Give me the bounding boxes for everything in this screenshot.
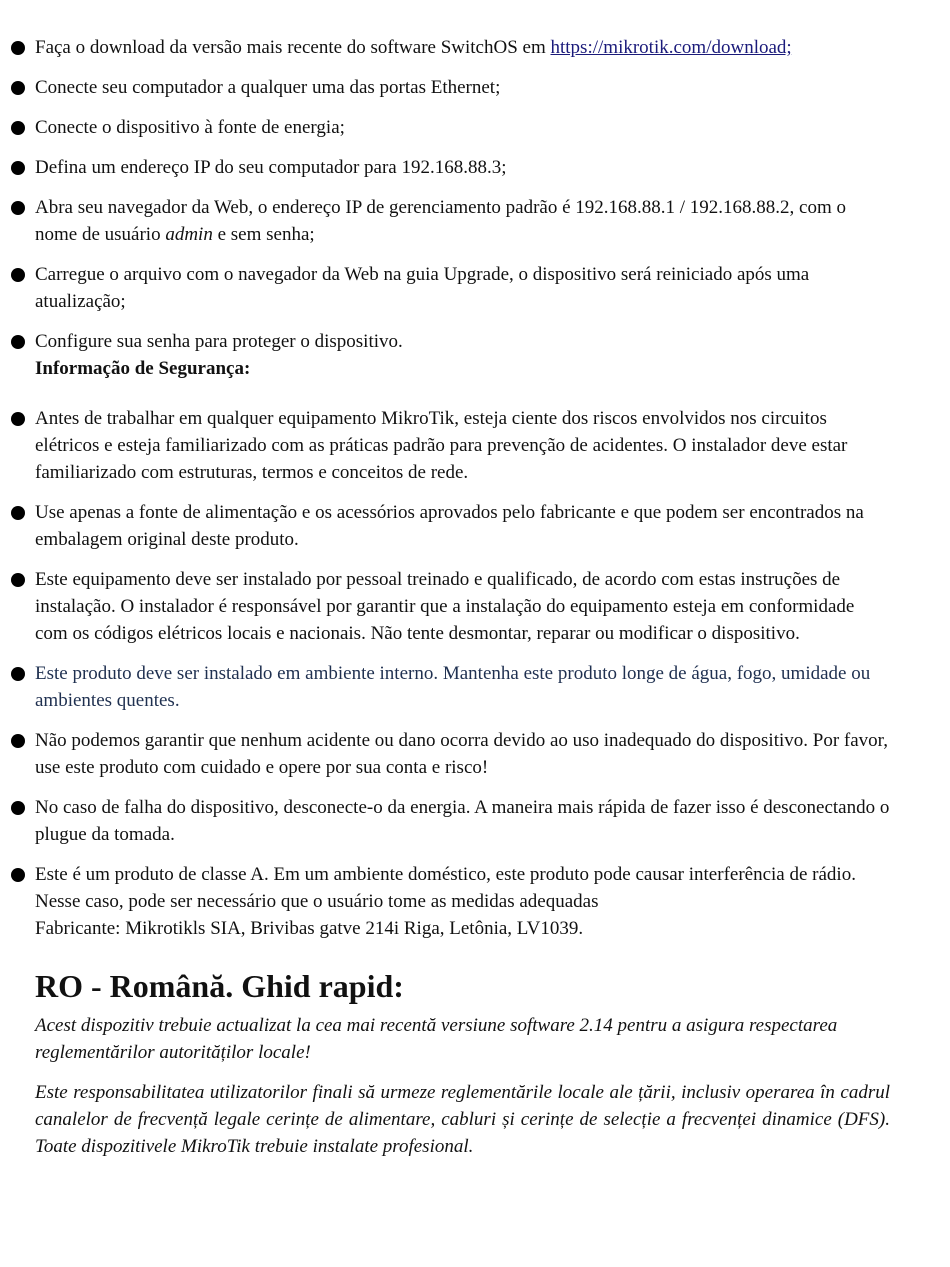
list-item — [35, 499, 890, 553]
step-text: Carregue o arquivo com o navegador da Web na guia Upgrade, o dispositivo será reiniciado após uma atualização; — [35, 264, 810, 312]
safety-text: Use apenas a fonte de alimentação e os acessórios aprovados pelo fabricante e que podem ser encontrados na embalagem original deste produto. — [35, 502, 864, 550]
list-item — [35, 566, 890, 647]
step-text: Conecte o dispositivo à fonte de energia; — [35, 117, 345, 138]
list-item — [35, 794, 890, 848]
safety-heading: Informação de Segurança: — [35, 358, 251, 379]
step-text: Configure sua senha para proteger o dispositivo. — [35, 331, 403, 352]
username-emphasis: admin — [165, 224, 213, 245]
list-item — [35, 261, 890, 315]
bullet-icon — [11, 268, 25, 282]
manufacturer-info: Fabricante: Mikrotikls SIA, Brivibas gatve 214i Riga, Letônia, LV1039. — [35, 918, 584, 939]
bullet-icon — [11, 868, 25, 882]
safety-text: Não podemos garantir que nenhum acidente ou dano ocorra devido ao uso inadequado do dispositivo. Por favor, use este produto com cuidado e opere por sua conta e risco! — [35, 730, 888, 778]
bullet-icon — [11, 121, 25, 135]
bullet-icon — [11, 506, 25, 520]
bullet-icon — [11, 734, 25, 748]
bullet-icon — [11, 335, 25, 349]
bullet-icon — [11, 201, 25, 215]
spacer — [35, 395, 890, 405]
bullet-icon — [11, 412, 25, 426]
list-item — [35, 114, 890, 141]
bullet-icon — [11, 81, 25, 95]
ro-paragraph-regulations: Este responsabilitatea utilizatorilor finali să urmeze reglementările locale ale țării, inclusiv operarea în cadrul canalelor de frecvență legale cerințe de alimentare, cabluri și cerințe de selecție a frecvenței dinamice (DFS). Toate dispozitivele MikroTik trebuie instalate profesional. — [35, 1082, 890, 1157]
bullet-icon — [11, 667, 25, 681]
list-item — [35, 405, 890, 486]
safety-text: Este produto deve ser instalado em ambiente interno. Mantenha este produto longe de água, fogo, umidade ou ambientes quentes. — [35, 663, 871, 711]
bullet-icon — [11, 801, 25, 815]
safety-text: Este é um produto de classe A. Em um ambiente doméstico, este produto pode causar interferência de rádio. Nesse caso, pode ser necessário que o usuário tome as medidas adequadas — [35, 864, 856, 912]
safety-text: Este equipamento deve ser instalado por pessoal treinado e qualificado, de acordo com estas instruções de instalação. O instalador é responsável por garantir que a instalação do equipamento esteja em conformidade com os códigos elétricos locais e nacionais. Não tente desmontar, reparar ou modificar o dispositivo. — [35, 569, 855, 644]
list-item — [35, 74, 890, 101]
bullet-icon — [11, 161, 25, 175]
ro-paragraph-firmware: Acest dispozitiv trebuie actualizat la cea mai recentă versiune software 2.14 pentru a asigura respectarea reglementărilor autorităților locale! — [35, 1015, 838, 1063]
bullet-icon — [11, 41, 25, 55]
list-item — [35, 727, 890, 781]
list-item — [35, 660, 890, 714]
bullet-icon — [11, 573, 25, 587]
list-item — [35, 328, 890, 382]
setup-steps-list — [35, 34, 890, 382]
step-text: Abra seu navegador da Web, o endereço IP de gerenciamento padrão é 192.168.88.1 / 192.168.88.2, com o nome de usuário — [35, 197, 846, 245]
download-link[interactable]: https://mikrotik.com/download; — [550, 37, 792, 58]
safety-list — [35, 405, 890, 942]
section-title: RO - Română. Ghid rapid: — [35, 968, 404, 1004]
list-item — [35, 154, 890, 181]
list-item — [35, 34, 890, 61]
step-text: Defina um endereço IP do seu computador para 192.168.88.3; — [35, 157, 507, 178]
step-text: Conecte seu computador a qualquer uma das portas Ethernet; — [35, 77, 501, 98]
list-item — [35, 194, 890, 248]
step-text: e sem senha; — [212, 224, 315, 245]
safety-text: No caso de falha do dispositivo, desconecte-o da energia. A maneira mais rápida de fazer isso é desconectando o plugue da tomada. — [35, 797, 890, 845]
step-text: Faça o download da versão mais recente do software SwitchOS em — [35, 37, 551, 58]
safety-text: Antes de trabalhar em qualquer equipamento MikroTik, esteja ciente dos riscos envolvidos nos circuitos elétricos e esteja familiarizado com as práticas padrão para prevenção de acidentes. O instalador deve estar familiarizado com estruturas, termos e conceitos de rede. — [35, 408, 848, 483]
list-item — [35, 861, 890, 942]
